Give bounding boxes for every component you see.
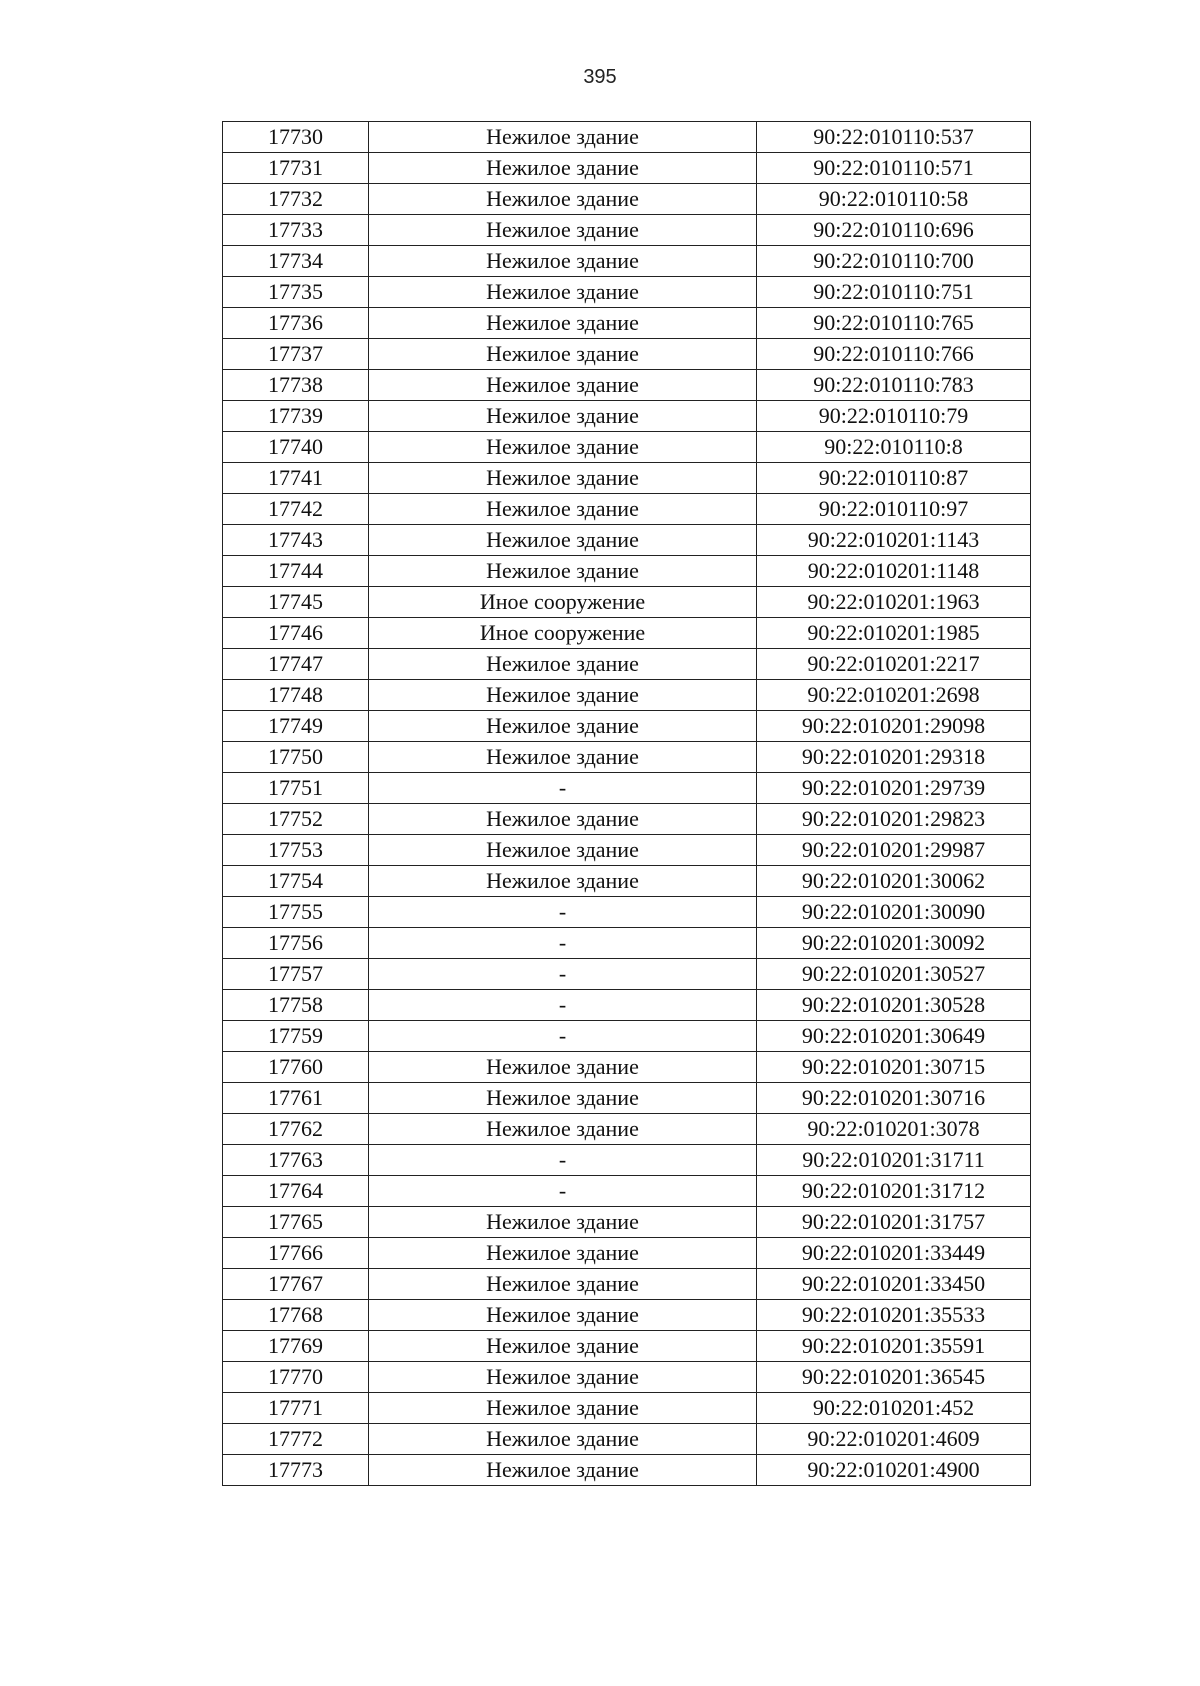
object-type-cell: - (369, 1176, 757, 1207)
table-row (223, 339, 1031, 370)
cadastral-number-cell: 90:22:010201:30715 (757, 1052, 1031, 1083)
object-type-cell: Нежилое здание (369, 122, 757, 153)
cadastral-number-cell: 90:22:010201:36545 (757, 1362, 1031, 1393)
object-type-cell: Нежилое здание (369, 1331, 757, 1362)
cadastral-number-cell: 90:22:010201:1143 (757, 525, 1031, 556)
table-row (223, 680, 1031, 711)
row-number-cell: 17770 (223, 1362, 369, 1393)
row-number-cell: 17763 (223, 1145, 369, 1176)
cadastral-number-cell: 90:22:010110:97 (757, 494, 1031, 525)
table-row (223, 928, 1031, 959)
table-row (223, 153, 1031, 184)
object-type-cell: Иное сооружение (369, 618, 757, 649)
object-type-cell: Нежилое здание (369, 711, 757, 742)
row-number-cell: 17769 (223, 1331, 369, 1362)
table-row (223, 1207, 1031, 1238)
row-number-cell: 17748 (223, 680, 369, 711)
table-row (223, 1083, 1031, 1114)
object-type-cell: Нежилое здание (369, 525, 757, 556)
table-row (223, 587, 1031, 618)
object-type-cell: Нежилое здание (369, 246, 757, 277)
table-row (223, 1424, 1031, 1455)
object-type-cell: Нежилое здание (369, 184, 757, 215)
cadastral-number-cell: 90:22:010201:30090 (757, 897, 1031, 928)
cadastral-number-cell: 90:22:010201:35533 (757, 1300, 1031, 1331)
row-number-cell: 17756 (223, 928, 369, 959)
object-type-cell: Нежилое здание (369, 1424, 757, 1455)
row-number-cell: 17734 (223, 246, 369, 277)
object-type-cell: Нежилое здание (369, 1114, 757, 1145)
table-row (223, 1052, 1031, 1083)
object-type-cell: Нежилое здание (369, 866, 757, 897)
object-type-cell: Иное сооружение (369, 587, 757, 618)
object-type-cell: Нежилое здание (369, 804, 757, 835)
row-number-cell: 17755 (223, 897, 369, 928)
table-row (223, 990, 1031, 1021)
cadastral-number-cell: 90:22:010201:1148 (757, 556, 1031, 587)
row-number-cell: 17757 (223, 959, 369, 990)
object-type-cell: Нежилое здание (369, 339, 757, 370)
object-type-cell: Нежилое здание (369, 494, 757, 525)
row-number-cell: 17765 (223, 1207, 369, 1238)
cadastral-number-cell: 90:22:010201:30527 (757, 959, 1031, 990)
row-number-cell: 17759 (223, 1021, 369, 1052)
object-type-cell: Нежилое здание (369, 370, 757, 401)
object-type-cell: Нежилое здание (369, 153, 757, 184)
cadastral-number-cell: 90:22:010201:30062 (757, 866, 1031, 897)
row-number-cell: 17766 (223, 1238, 369, 1269)
cadastral-number-cell: 90:22:010201:29739 (757, 773, 1031, 804)
table-row (223, 494, 1031, 525)
row-number-cell: 17732 (223, 184, 369, 215)
object-type-cell: - (369, 1145, 757, 1176)
row-number-cell: 17742 (223, 494, 369, 525)
table-row (223, 1331, 1031, 1362)
row-number-cell: 17733 (223, 215, 369, 246)
cadastral-number-cell: 90:22:010201:31757 (757, 1207, 1031, 1238)
object-type-cell: Нежилое здание (369, 649, 757, 680)
row-number-cell: 17761 (223, 1083, 369, 1114)
table-row (223, 866, 1031, 897)
cadastral-number-cell: 90:22:010110:751 (757, 277, 1031, 308)
row-number-cell: 17758 (223, 990, 369, 1021)
cadastral-number-cell: 90:22:010110:87 (757, 463, 1031, 494)
row-number-cell: 17771 (223, 1393, 369, 1424)
object-type-cell: Нежилое здание (369, 1083, 757, 1114)
row-number-cell: 17772 (223, 1424, 369, 1455)
row-number-cell: 17754 (223, 866, 369, 897)
object-type-cell: - (369, 897, 757, 928)
row-number-cell: 17736 (223, 308, 369, 339)
table-row (223, 215, 1031, 246)
row-number-cell: 17749 (223, 711, 369, 742)
table-row (223, 463, 1031, 494)
table-row (223, 401, 1031, 432)
cadastral-number-cell: 90:22:010201:3078 (757, 1114, 1031, 1145)
table-row (223, 742, 1031, 773)
row-number-cell: 17730 (223, 122, 369, 153)
table-row (223, 1269, 1031, 1300)
table-row (223, 1238, 1031, 1269)
object-type-cell: Нежилое здание (369, 1455, 757, 1486)
object-type-cell: Нежилое здание (369, 835, 757, 866)
row-number-cell: 17731 (223, 153, 369, 184)
cadastral-number-cell: 90:22:010201:30716 (757, 1083, 1031, 1114)
table-row (223, 1393, 1031, 1424)
row-number-cell: 17753 (223, 835, 369, 866)
cadastral-number-cell: 90:22:010201:4609 (757, 1424, 1031, 1455)
object-type-cell: Нежилое здание (369, 1238, 757, 1269)
cadastral-number-cell: 90:22:010201:29318 (757, 742, 1031, 773)
row-number-cell: 17739 (223, 401, 369, 432)
object-type-cell: Нежилое здание (369, 742, 757, 773)
cadastral-number-cell: 90:22:010201:31712 (757, 1176, 1031, 1207)
row-number-cell: 17740 (223, 432, 369, 463)
table-row (223, 959, 1031, 990)
row-number-cell: 17773 (223, 1455, 369, 1486)
cadastral-number-cell: 90:22:010201:2217 (757, 649, 1031, 680)
row-number-cell: 17764 (223, 1176, 369, 1207)
table-row (223, 432, 1031, 463)
table-row (223, 1114, 1031, 1145)
table-row (223, 1176, 1031, 1207)
object-type-cell: Нежилое здание (369, 215, 757, 246)
object-type-cell: - (369, 1021, 757, 1052)
object-type-cell: Нежилое здание (369, 1300, 757, 1331)
object-type-cell: - (369, 773, 757, 804)
table-row (223, 370, 1031, 401)
object-type-cell: Нежилое здание (369, 277, 757, 308)
row-number-cell: 17738 (223, 370, 369, 401)
object-type-cell: Нежилое здание (369, 1269, 757, 1300)
object-type-cell: Нежилое здание (369, 680, 757, 711)
cadastral-number-cell: 90:22:010110:537 (757, 122, 1031, 153)
cadastral-number-cell: 90:22:010201:30649 (757, 1021, 1031, 1052)
cadastral-number-cell: 90:22:010110:79 (757, 401, 1031, 432)
cadastral-number-cell: 90:22:010110:783 (757, 370, 1031, 401)
table-row (223, 1021, 1031, 1052)
cadastral-number-cell: 90:22:010110:766 (757, 339, 1031, 370)
cadastral-number-cell: 90:22:010201:30528 (757, 990, 1031, 1021)
row-number-cell: 17762 (223, 1114, 369, 1145)
table-row (223, 184, 1031, 215)
cadastral-number-cell: 90:22:010110:8 (757, 432, 1031, 463)
cadastral-number-cell: 90:22:010201:4900 (757, 1455, 1031, 1486)
table-row (223, 1145, 1031, 1176)
row-number-cell: 17752 (223, 804, 369, 835)
cadastral-number-cell: 90:22:010110:696 (757, 215, 1031, 246)
cadastral-number-cell: 90:22:010201:30092 (757, 928, 1031, 959)
cadastral-number-cell: 90:22:010110:58 (757, 184, 1031, 215)
cadastral-number-cell: 90:22:010201:29823 (757, 804, 1031, 835)
object-type-cell: Нежилое здание (369, 463, 757, 494)
table-row (223, 246, 1031, 277)
cadastral-number-cell: 90:22:010201:1985 (757, 618, 1031, 649)
table-row (223, 618, 1031, 649)
object-type-cell: Нежилое здание (369, 401, 757, 432)
row-number-cell: 17745 (223, 587, 369, 618)
cadastral-number-cell: 90:22:010201:33450 (757, 1269, 1031, 1300)
row-number-cell: 17744 (223, 556, 369, 587)
object-type-cell: Нежилое здание (369, 308, 757, 339)
cadastral-number-cell: 90:22:010201:35591 (757, 1331, 1031, 1362)
table-row (223, 556, 1031, 587)
cadastral-number-cell: 90:22:010201:29098 (757, 711, 1031, 742)
table-row (223, 897, 1031, 928)
row-number-cell: 17746 (223, 618, 369, 649)
object-type-cell: - (369, 928, 757, 959)
object-type-cell: - (369, 990, 757, 1021)
registry-table (222, 121, 1031, 1486)
cadastral-number-cell: 90:22:010201:2698 (757, 680, 1031, 711)
object-type-cell: Нежилое здание (369, 1207, 757, 1238)
table-row (223, 804, 1031, 835)
row-number-cell: 17747 (223, 649, 369, 680)
cadastral-number-cell: 90:22:010201:29987 (757, 835, 1031, 866)
object-type-cell: Нежилое здание (369, 1393, 757, 1424)
row-number-cell: 17750 (223, 742, 369, 773)
table-row (223, 525, 1031, 556)
table-row (223, 1455, 1031, 1486)
cadastral-number-cell: 90:22:010201:452 (757, 1393, 1031, 1424)
page-number: 395 (583, 66, 617, 88)
table-row (223, 1300, 1031, 1331)
cadastral-number-cell: 90:22:010201:31711 (757, 1145, 1031, 1176)
cadastral-number-cell: 90:22:010110:765 (757, 308, 1031, 339)
cadastral-number-cell: 90:22:010110:700 (757, 246, 1031, 277)
cadastral-number-cell: 90:22:010201:1963 (757, 587, 1031, 618)
table-row (223, 649, 1031, 680)
table-row (223, 1362, 1031, 1393)
table-row (223, 308, 1031, 339)
registry-table-container (222, 121, 1030, 1486)
table-row (223, 773, 1031, 804)
object-type-cell: Нежилое здание (369, 1052, 757, 1083)
cadastral-number-cell: 90:22:010201:33449 (757, 1238, 1031, 1269)
row-number-cell: 17751 (223, 773, 369, 804)
row-number-cell: 17767 (223, 1269, 369, 1300)
cadastral-number-cell: 90:22:010110:571 (757, 153, 1031, 184)
object-type-cell: Нежилое здание (369, 432, 757, 463)
table-row (223, 122, 1031, 153)
row-number-cell: 17768 (223, 1300, 369, 1331)
row-number-cell: 17741 (223, 463, 369, 494)
object-type-cell: Нежилое здание (369, 556, 757, 587)
registry-table-body (223, 122, 1031, 1486)
row-number-cell: 17760 (223, 1052, 369, 1083)
row-number-cell: 17737 (223, 339, 369, 370)
row-number-cell: 17735 (223, 277, 369, 308)
table-row (223, 835, 1031, 866)
object-type-cell: Нежилое здание (369, 1362, 757, 1393)
table-row (223, 277, 1031, 308)
object-type-cell: - (369, 959, 757, 990)
row-number-cell: 17743 (223, 525, 369, 556)
table-row (223, 711, 1031, 742)
